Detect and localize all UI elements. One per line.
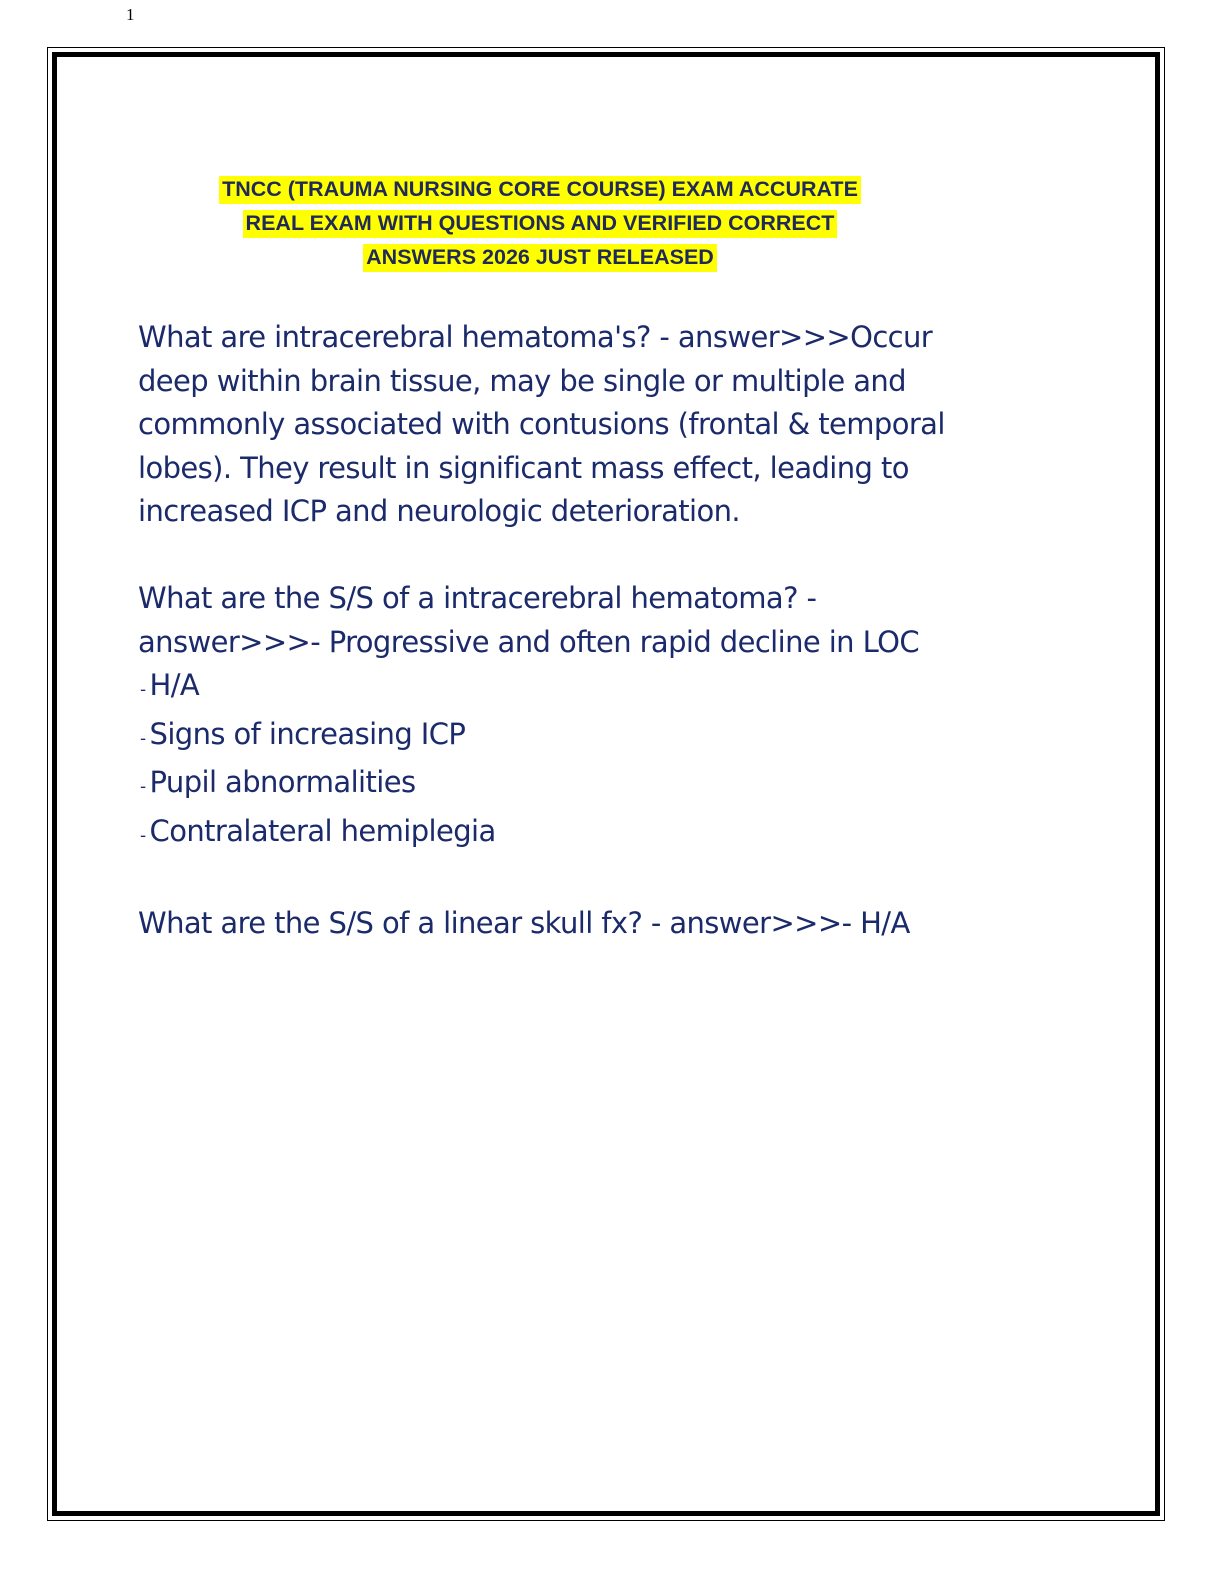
bullet-text: Pupil abnormalities bbox=[149, 765, 416, 799]
bullet-marker: - bbox=[140, 777, 146, 797]
bullet-marker: - bbox=[140, 680, 146, 700]
qa-item bbox=[138, 316, 1038, 534]
bullet-text: Contralateral hemiplegia bbox=[149, 813, 496, 848]
bullet-item bbox=[138, 664, 1038, 713]
title-line: TNCC (TRAUMA NURSING CORE COURSE) EXAM ACCURATE bbox=[100, 172, 980, 206]
qa-line: What are intracerebral hematoma's? - answer>>>Occur bbox=[138, 320, 933, 354]
bullet-text: H/A bbox=[149, 668, 200, 702]
bullet-item bbox=[138, 810, 1038, 859]
qa-line: commonly associated with contusions (frontal & temporal bbox=[138, 407, 945, 441]
qa-line: answer>>>- Progressive and often rapid decline in LOC bbox=[138, 624, 919, 659]
bullet-item bbox=[138, 761, 1038, 810]
document-body bbox=[138, 316, 1038, 989]
title-line: ANSWERS 2026 JUST RELEASED bbox=[100, 240, 980, 274]
bullet-marker: - bbox=[140, 728, 146, 749]
bullet-item bbox=[138, 713, 1038, 762]
page-number: 1 bbox=[126, 5, 135, 24]
qa-line: deep within brain tissue, may be single or multiple and bbox=[138, 363, 906, 398]
qa-item bbox=[138, 902, 1038, 946]
bullet-marker: - bbox=[140, 825, 146, 846]
document-title bbox=[100, 172, 980, 274]
title-line: REAL EXAM WITH QUESTIONS AND VERIFIED CORRECT bbox=[100, 206, 980, 240]
qa-line: What are the S/S of a intracerebral hematoma? - bbox=[138, 581, 817, 615]
qa-item bbox=[138, 577, 1038, 858]
qa-line: lobes). They result in significant mass effect, leading to bbox=[138, 450, 909, 485]
qa-line: increased ICP and neurologic deterioration. bbox=[138, 494, 741, 528]
qa-line: What are the S/S of a linear skull fx? - answer>>>- H/A bbox=[138, 905, 910, 940]
bullet-text: Signs of increasing ICP bbox=[149, 716, 466, 751]
